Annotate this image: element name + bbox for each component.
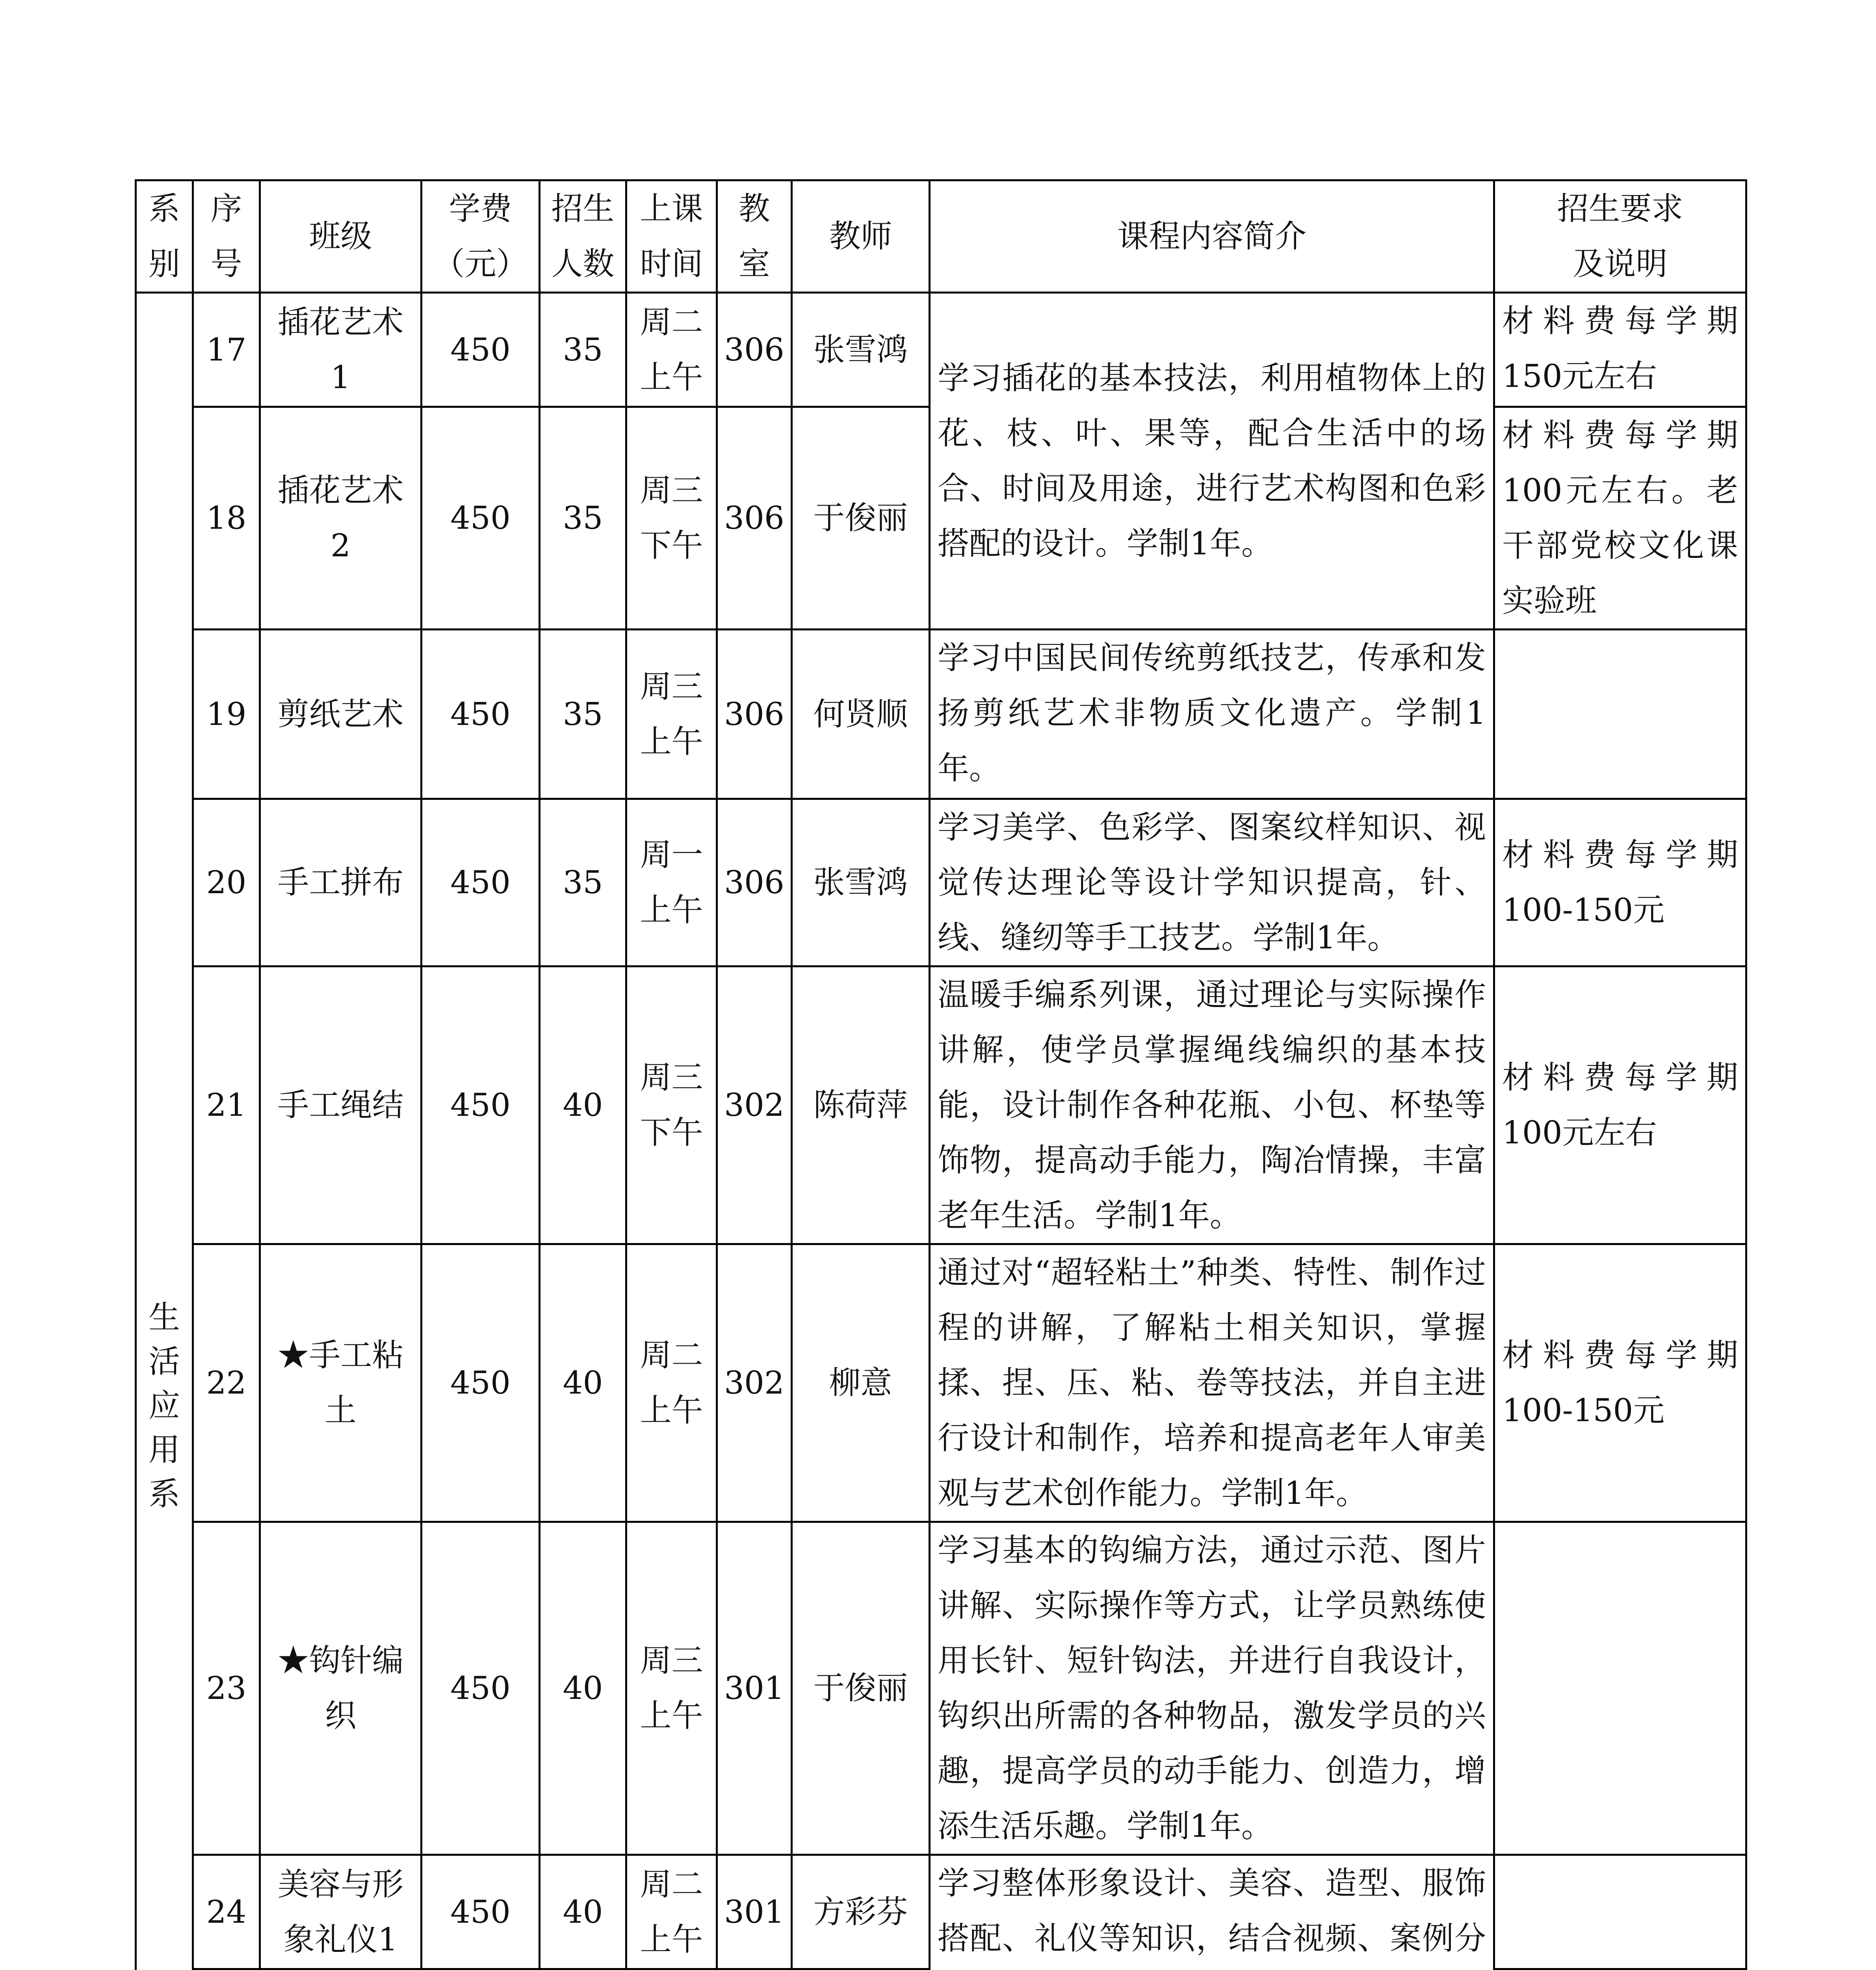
seq-cell: 17 (193, 293, 260, 407)
table-row (136, 293, 1746, 407)
course-schedule-table (135, 179, 1747, 1970)
req-cell (1494, 630, 1746, 799)
content-cell: 学习插花的基本技法，利用植物体上的花、枝、叶、果等，配合生活中的场合、时间及用途，进行艺术构图和色彩搭配的设计。学制1年。 (930, 293, 1494, 630)
table-row (136, 799, 1746, 966)
time-cell: 周三 上午 (626, 630, 717, 799)
room-cell: 306 (717, 293, 792, 407)
header-req: 招生要求 及说明 (1494, 180, 1746, 293)
time-cell: 周三 上午 (626, 1522, 717, 1855)
seq-cell: 24 (193, 1855, 260, 1969)
req-cell: 材料费每学期100元左右 (1494, 966, 1746, 1244)
room-cell: 301 (717, 1522, 792, 1855)
class-cell: 剪纸艺术 (260, 630, 422, 799)
teacher-cell: 方彩芬 (792, 1855, 930, 1969)
teacher-cell: 张雪鸿 (792, 293, 930, 407)
fee-cell: 450 (422, 1522, 540, 1855)
header-content: 课程内容简介 (930, 180, 1494, 293)
room-cell: 302 (717, 966, 792, 1244)
time-cell: 周二 上午 (626, 293, 717, 407)
time-cell: 周一 上午 (626, 799, 717, 966)
quota-cell: 40 (540, 1855, 626, 1969)
content-cell: 通过对“超轻粘土”种类、特性、制作过程的讲解，了解粘土相关知识，掌握揉、捏、压、粘、卷等技法，并自主进行设计和制作，培养和提高老年人审美观与艺术创作能力。学制1年。 (930, 1244, 1494, 1522)
seq-cell: 18 (193, 407, 260, 630)
fee-cell: 450 (422, 407, 540, 630)
room-cell: 302 (717, 1244, 792, 1522)
content-cell: 学习美学、色彩学、图案纹样知识、视觉传达理论等设计学知识提高，针、线、缝纫等手工技艺。学制1年。 (930, 799, 1494, 966)
time-cell: 周二 上午 (626, 1244, 717, 1522)
quota-cell: 35 (540, 630, 626, 799)
class-cell: ★钩针编 织 (260, 1522, 422, 1855)
time-cell: 周三 下午 (626, 966, 717, 1244)
teacher-cell: 陈荷萍 (792, 966, 930, 1244)
fee-cell: 450 (422, 1244, 540, 1522)
content-cell: 学习中国民间传统剪纸技艺，传承和发扬剪纸艺术非物质文化遗产。学制1年。 (930, 630, 1494, 799)
fee-cell: 450 (422, 799, 540, 966)
header-dept: 系 别 (136, 180, 193, 293)
seq-cell: 19 (193, 630, 260, 799)
seq-cell: 22 (193, 1244, 260, 1522)
header-quota: 招生 人数 (540, 180, 626, 293)
room-cell: 306 (717, 407, 792, 630)
quota-cell: 40 (540, 1244, 626, 1522)
req-cell: 材料费每学期100-150元 (1494, 1244, 1746, 1522)
teacher-cell: 张雪鸿 (792, 799, 930, 966)
header-room: 教 室 (717, 180, 792, 293)
fee-cell: 450 (422, 966, 540, 1244)
req-cell (1494, 1522, 1746, 1855)
table-row (136, 966, 1746, 1244)
class-cell: ★手工粘 土 (260, 1244, 422, 1522)
req-cell: 材料费每学期100元左右。老干部党校文化课实验班 (1494, 407, 1746, 630)
header-time: 上课 时间 (626, 180, 717, 293)
header-fee: 学费 （元） (422, 180, 540, 293)
teacher-cell: 于俊丽 (792, 407, 930, 630)
table-row (136, 1244, 1746, 1522)
time-cell: 周二 上午 (626, 1855, 717, 1969)
req-cell: 材料费每学期100-150元 (1494, 799, 1746, 966)
header-row (136, 180, 1746, 293)
class-cell: 手工绳结 (260, 966, 422, 1244)
room-cell: 306 (717, 799, 792, 966)
header-teacher: 教师 (792, 180, 930, 293)
fee-cell: 450 (422, 630, 540, 799)
class-cell: 插花艺术 2 (260, 407, 422, 630)
req-cell: 材料费每学期150元左右 (1494, 293, 1746, 407)
seq-cell: 20 (193, 799, 260, 966)
header-seq: 序 号 (193, 180, 260, 293)
content-cell: 学习整体形象设计、美容、造型、服饰搭配、礼仪等知识，结合视频、案例分 (930, 1855, 1494, 1970)
quota-cell: 40 (540, 1522, 626, 1855)
teacher-cell: 何贤顺 (792, 630, 930, 799)
table-row (136, 1855, 1746, 1969)
quota-cell: 35 (540, 799, 626, 966)
class-cell: 手工拼布 (260, 799, 422, 966)
table-row (136, 1522, 1746, 1855)
seq-cell: 23 (193, 1522, 260, 1855)
header-class: 班级 (260, 180, 422, 293)
quota-cell: 40 (540, 966, 626, 1244)
class-cell: 美容与形 象礼仪1 (260, 1855, 422, 1969)
teacher-cell: 于俊丽 (792, 1522, 930, 1855)
fee-cell: 450 (422, 293, 540, 407)
quota-cell: 35 (540, 407, 626, 630)
fee-cell: 450 (422, 1855, 540, 1969)
department-cell: 生 活 应 用 系 (136, 293, 193, 1970)
room-cell: 306 (717, 630, 792, 799)
content-cell: 温暖手编系列课，通过理论与实际操作讲解，使学员掌握绳线编织的基本技能，设计制作各种花瓶、小包、杯垫等饰物，提高动手能力，陶冶情操，丰富老年生活。学制1年。 (930, 966, 1494, 1244)
content-cell: 学习基本的钩编方法，通过示范、图片讲解、实际操作等方式，让学员熟练使用长针、短针钩法，并进行自我设计，钩织出所需的各种物品，激发学员的兴趣，提高学员的动手能力、创造力，增添生活乐趣。学制1年。 (930, 1522, 1494, 1855)
seq-cell: 21 (193, 966, 260, 1244)
table-row (136, 630, 1746, 799)
room-cell: 301 (717, 1855, 792, 1969)
time-cell: 周三 下午 (626, 407, 717, 630)
req-cell (1494, 1855, 1746, 1969)
teacher-cell: 柳意 (792, 1244, 930, 1522)
class-cell: 插花艺术 1 (260, 293, 422, 407)
quota-cell: 35 (540, 293, 626, 407)
